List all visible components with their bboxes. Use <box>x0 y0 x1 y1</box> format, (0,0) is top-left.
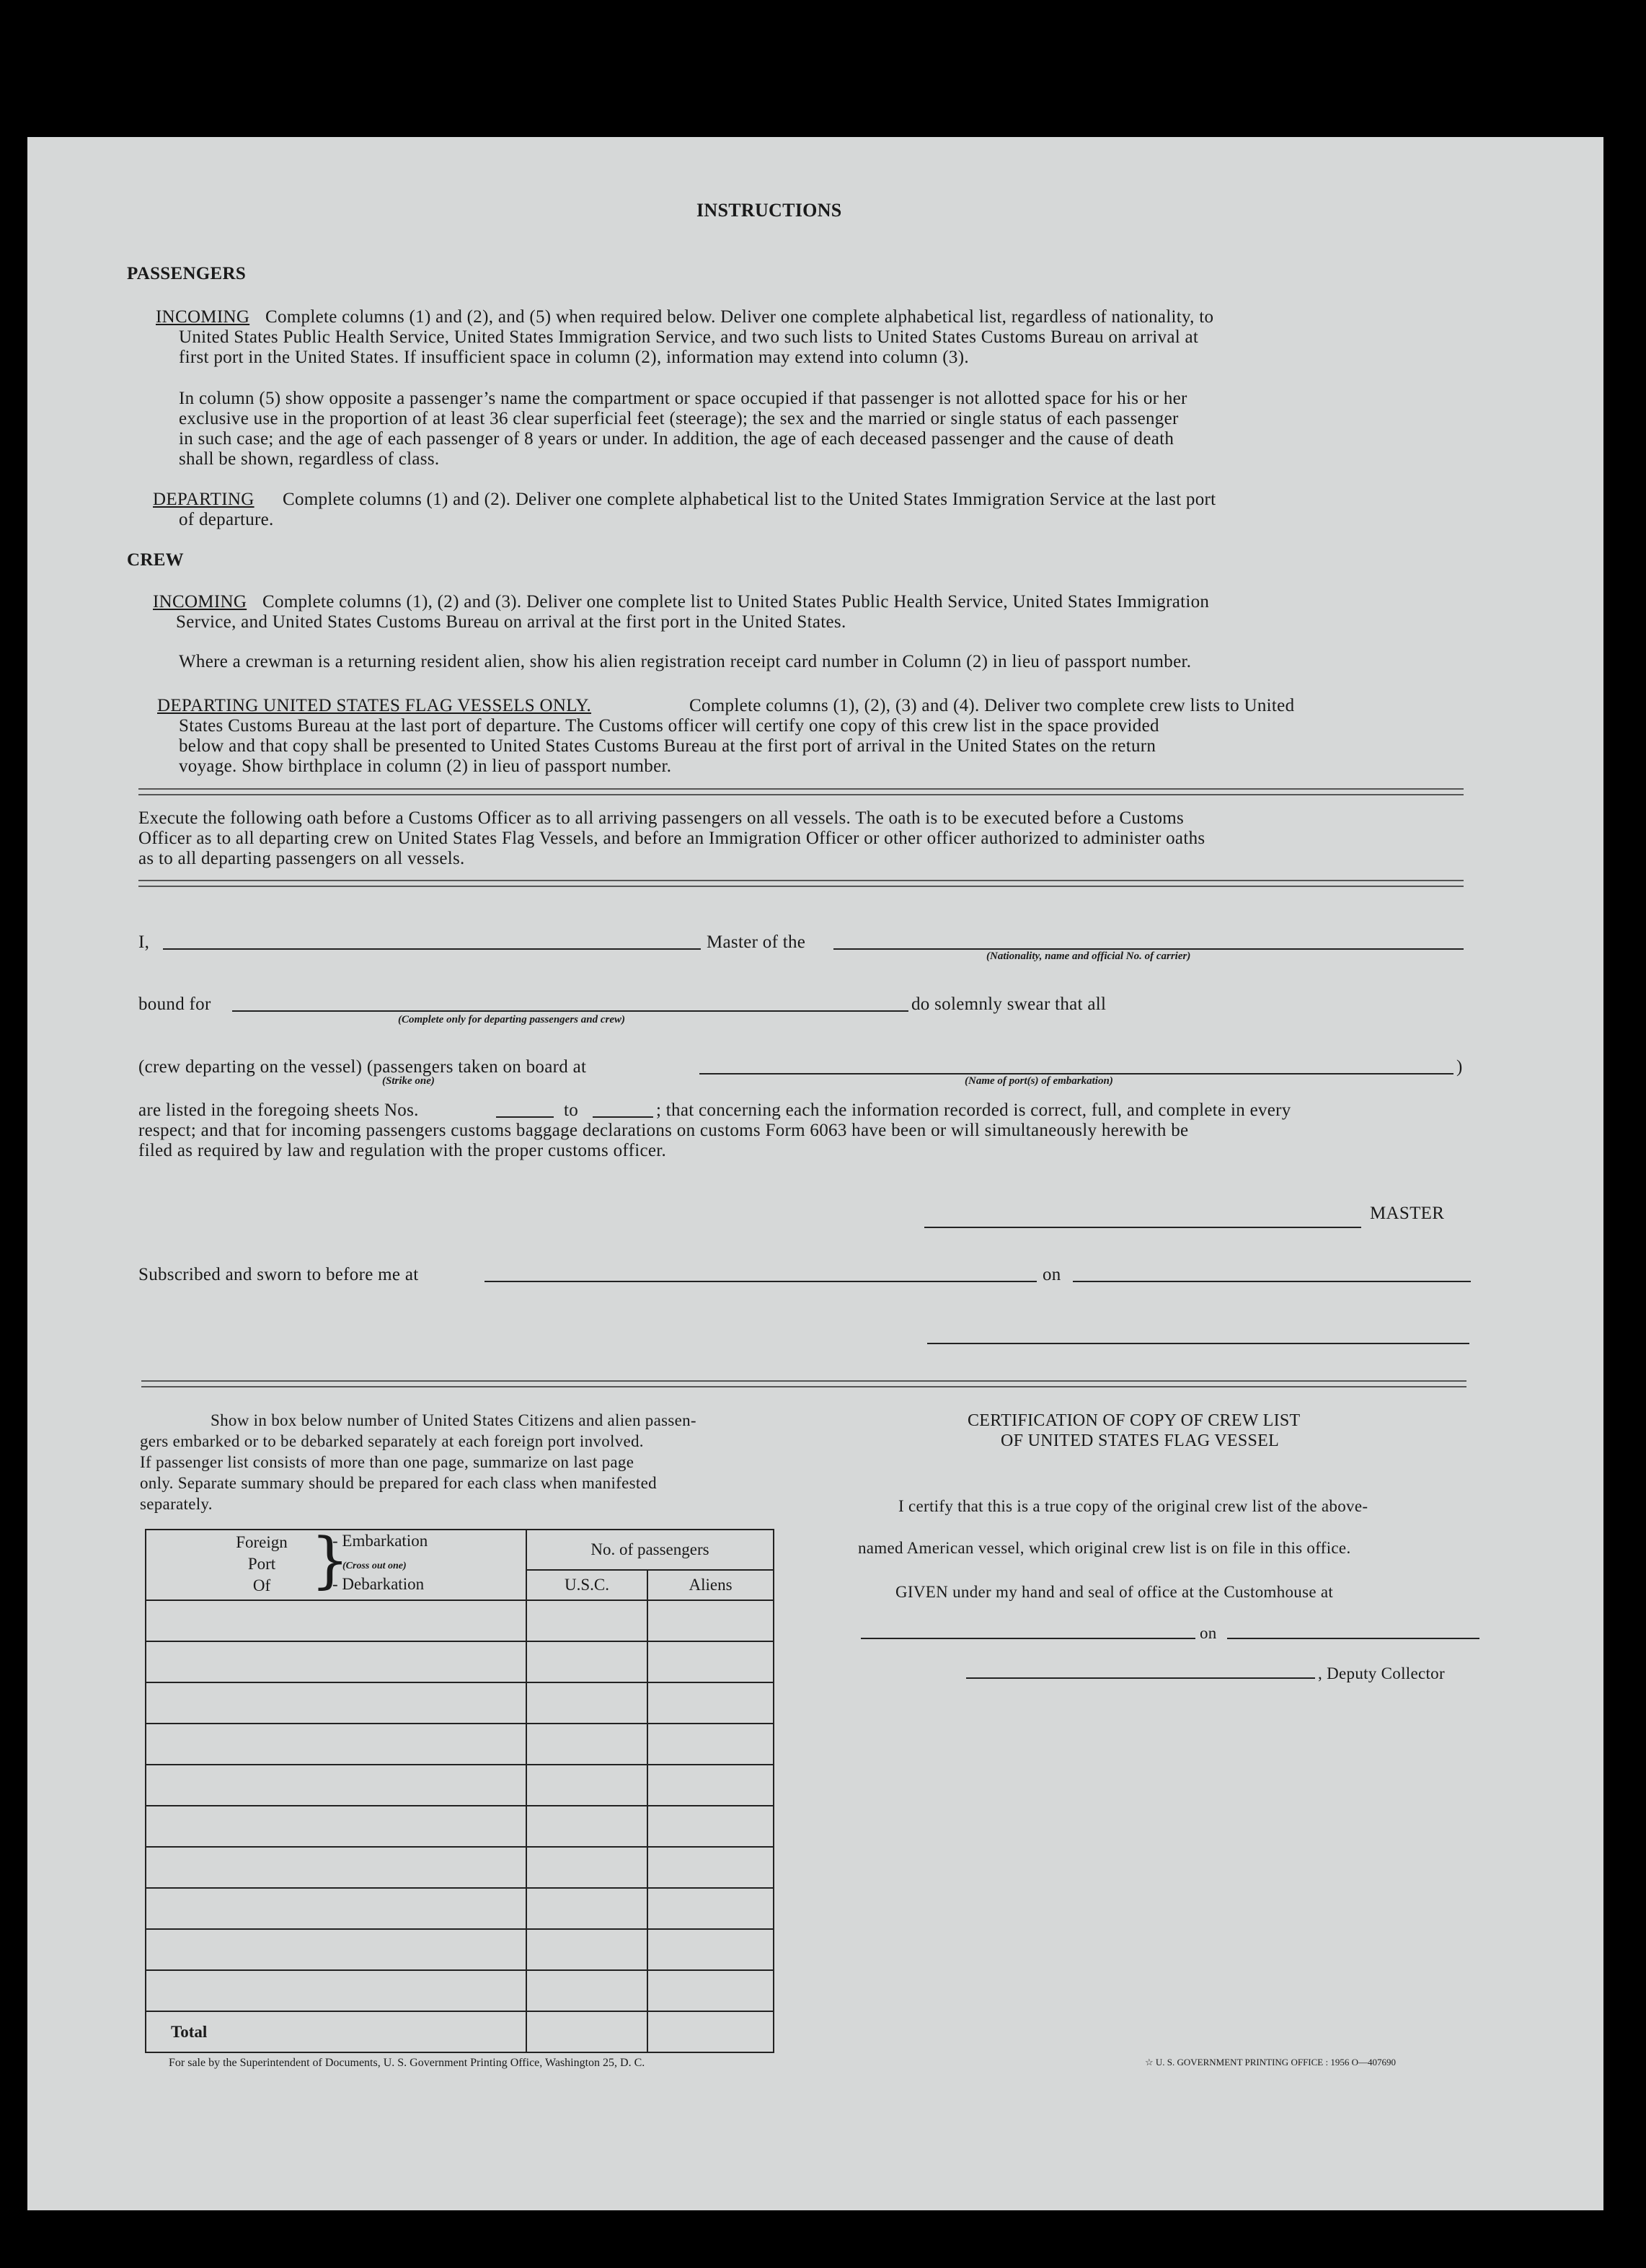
passengers-departing-label: DEPARTING <box>153 490 255 509</box>
summary-line-5: separately. <box>140 1495 213 1513</box>
footer-right: ☆ U. S. GOVERNMENT PRINTING OFFICE : 1956 O—407690 <box>1145 2057 1396 2068</box>
carrier-caption: (Nationality, name and official No. of carrier) <box>986 950 1191 962</box>
crew-departing-label: DEPARTING UNITED STATES FLAG VESSELS ONLY. <box>157 696 592 715</box>
master-signature-field[interactable] <box>924 1227 1361 1228</box>
sworn-place-field[interactable] <box>484 1281 1037 1282</box>
usc-cell[interactable] <box>526 1641 647 1682</box>
certification-on-label: on <box>1200 1624 1217 1642</box>
debarkation-label: - Debarkation <box>332 1575 425 1593</box>
usc-cell[interactable] <box>526 1847 647 1888</box>
sworn-date-field[interactable] <box>1073 1281 1471 1282</box>
table-row <box>146 1724 774 1765</box>
passengers-departing-line-1: Complete columns (1) and (2). Deliver one complete alphabetical list to the United States Immigration Service at the last port <box>283 490 1216 509</box>
close-paren: ) <box>1456 1057 1463 1077</box>
port-cell[interactable] <box>146 1970 526 2011</box>
bound-for-label: bound for <box>138 994 211 1014</box>
usc-cell[interactable] <box>526 1970 647 2011</box>
brace-icon: } <box>311 1524 350 1595</box>
aliens-header: Aliens <box>647 1570 774 1600</box>
listed-continuation: ; that concerning each the information recorded is correct, full, and complete in every <box>656 1100 1291 1120</box>
summary-line-4: only. Separate summary should be prepared for each class when manifested <box>140 1474 657 1492</box>
sworn-on-label: on <box>1043 1265 1061 1284</box>
port-cell[interactable] <box>146 1682 526 1724</box>
embarkation-port-caption: (Name of port(s) of embarkation) <box>965 1075 1113 1087</box>
strike-one-caption: (Strike one) <box>382 1075 435 1087</box>
crew-incoming-line-2: Service, and United States Customs Bureau on arrival at the first port in the United States. <box>176 612 846 632</box>
passengers-heading: PASSENGERS <box>127 264 247 283</box>
master-of-the-label: Master of the <box>707 932 806 952</box>
oath-instructions-line-1: Execute the following oath before a Customs Officer as to all arriving passengers on all vessels. The oath is to be executed before a Customs <box>138 808 1185 828</box>
aliens-cell[interactable] <box>647 1929 774 1970</box>
certification-line-1: I certify that this is a true copy of the original crew list of the above- <box>898 1497 1368 1515</box>
aliens-cell[interactable] <box>647 1600 774 1641</box>
swear-label: do solemnly swear that all <box>911 994 1107 1014</box>
oath-instructions-line-2: Officer as to all departing crew on United States Flag Vessels, and before an Immigration Officer or other officer authorized to administer oaths <box>138 829 1205 848</box>
aliens-cell[interactable] <box>647 1682 774 1724</box>
table-row <box>146 1641 774 1682</box>
aliens-cell[interactable] <box>647 1641 774 1682</box>
oath-instructions-line-3: as to all departing passengers on all vessels. <box>138 849 465 868</box>
sheet-from-field[interactable] <box>496 1116 554 1118</box>
port-header-cell <box>146 1524 526 1600</box>
aliens-cell[interactable] <box>647 1847 774 1888</box>
aliens-cell[interactable] <box>647 1888 774 1929</box>
port-cell[interactable] <box>146 1888 526 1929</box>
page-title: INSTRUCTIONS <box>696 200 842 221</box>
passengers-incoming-line-3: first port in the United States. If insufficient space in column (2), information may extend into column (3). <box>179 348 969 367</box>
port-cell[interactable] <box>146 1929 526 1970</box>
summary-line-3: If passenger list consists of more than one page, summarize on last page <box>140 1453 634 1471</box>
port-cell[interactable] <box>146 1847 526 1888</box>
table-row <box>146 1600 774 1641</box>
crew-departing-statement: (crew departing on the vessel) (passengers taken on board at <box>138 1057 587 1077</box>
port-label: Port <box>247 1555 276 1573</box>
customhouse-field[interactable] <box>861 1638 1195 1639</box>
crew-departing-line-3: below and that copy shall be presented to United States Customs Bureau at the first port of arrival in the United States on the return <box>179 736 1156 756</box>
summary-line-1: Show in box below number of United States Citizens and alien passen- <box>211 1411 696 1429</box>
embarkation-port-field[interactable] <box>699 1073 1453 1075</box>
subscribed-label: Subscribed and sworn to before me at <box>138 1265 419 1284</box>
crew-departing-line-4: voyage. Show birthplace in column (2) in lieu of passport number. <box>179 756 672 776</box>
column5-line-3: in such case; and the age of each passenger of 8 years or under. In addition, the age of each deceased passenger and the cause of death <box>179 429 1174 449</box>
divider <box>141 1380 1466 1387</box>
certification-title-1: CERTIFICATION OF COPY OF CREW LIST <box>968 1411 1301 1430</box>
total-row <box>146 2011 774 2052</box>
passengers-incoming-line-2: United States Public Health Service, United States Immigration Service, and two such lists to United States Customs Bureau on arrival at <box>179 327 1199 347</box>
crew-resident-line: Where a crewman is a returning resident alien, show his alien registration receipt card number in Column (2) in lieu of passport number. <box>179 652 1192 671</box>
carrier-field[interactable] <box>833 948 1464 950</box>
usc-cell[interactable] <box>526 1682 647 1724</box>
passengers-incoming-line-1: Complete columns (1) and (2), and (5) when required below. Deliver one complete alphabetical list, regardless of nationality, to <box>265 307 1214 327</box>
divider <box>138 788 1464 795</box>
filed-line: filed as required by law and regulation with the proper customs officer. <box>138 1141 667 1160</box>
crew-incoming-line-1: Complete columns (1), (2) and (3). Deliver one complete list to United States Public Health Service, United States Immigration <box>262 592 1210 612</box>
table-row <box>146 1682 774 1724</box>
foreign-label: Foreign <box>236 1533 288 1551</box>
footer-left: For sale by the Superintendent of Documents, U. S. Government Printing Office, Washington 25, D. C. <box>169 2057 645 2069</box>
aliens-cell[interactable] <box>647 1724 774 1765</box>
crew-heading: CREW <box>127 550 184 570</box>
table-row <box>146 1929 774 1970</box>
column5-line-1: In column (5) show opposite a passenger’s name the compartment or space occupied if that passenger is not allotted space for his or her <box>179 389 1187 408</box>
listed-to-label: to <box>564 1100 579 1120</box>
certification-date-field[interactable] <box>1227 1638 1479 1639</box>
table-row <box>146 1765 774 1806</box>
total-usc-cell[interactable] <box>526 2011 647 2052</box>
crew-departing-line-2: States Customs Bureau at the last port of departure. The Customs officer will certify one copy of this crew list in the space provided <box>179 716 1159 736</box>
column5-line-4: shall be shown, regardless of class. <box>179 449 440 469</box>
total-aliens-cell[interactable] <box>647 2011 774 2052</box>
passengers-departing-line-2: of departure. <box>179 510 274 529</box>
usc-cell[interactable] <box>526 1929 647 1970</box>
cross-out-caption: (Cross out one) <box>342 1561 407 1571</box>
usc-cell[interactable] <box>526 1806 647 1847</box>
summary-line-2: gers embarked or to be debarked separately at each foreign port involved. <box>140 1432 644 1450</box>
port-cell[interactable] <box>146 1724 526 1765</box>
crew-incoming-label: INCOMING <box>153 592 247 612</box>
aliens-cell[interactable] <box>647 1765 774 1806</box>
usc-cell[interactable] <box>526 1600 647 1641</box>
table-row <box>146 1847 774 1888</box>
table-row <box>146 1888 774 1929</box>
embarkation-label: - Embarkation <box>332 1532 428 1550</box>
officer-signature-field[interactable] <box>927 1343 1469 1344</box>
usc-cell[interactable] <box>526 1888 647 1929</box>
certification-line-2: named American vessel, which original crew list is on file in this office. <box>858 1539 1351 1557</box>
deputy-collector-label: , Deputy Collector <box>1318 1664 1445 1682</box>
table-row <box>146 1970 774 2011</box>
divider <box>138 880 1464 887</box>
deputy-signature-field[interactable] <box>966 1677 1315 1679</box>
usc-header: U.S.C. <box>526 1570 647 1600</box>
aliens-cell[interactable] <box>647 1970 774 2011</box>
column5-line-2: exclusive use in the proportion of at least 36 clear superficial feet (steerage); the sex and the married or single status of each passenger <box>179 409 1179 428</box>
usc-cell[interactable] <box>526 1765 647 1806</box>
port-cell[interactable] <box>146 1641 526 1682</box>
usc-cell[interactable] <box>526 1724 647 1765</box>
table-row <box>146 1806 774 1847</box>
of-label: Of <box>252 1576 271 1594</box>
port-cell[interactable] <box>146 1600 526 1641</box>
port-cell[interactable] <box>146 1765 526 1806</box>
passenger-summary-table <box>145 1524 774 2053</box>
listed-label: are listed in the foregoing sheets Nos. <box>138 1100 419 1120</box>
bound-for-field[interactable] <box>232 1010 908 1012</box>
port-cell[interactable] <box>146 1806 526 1847</box>
bound-for-caption: (Complete only for departing passengers and crew) <box>398 1014 625 1025</box>
sheet-to-field[interactable] <box>593 1116 653 1118</box>
crew-departing-line-1: Complete columns (1), (2), (3) and (4). Deliver two complete crew lists to United <box>689 696 1295 715</box>
passengers-incoming-label: INCOMING <box>156 307 250 327</box>
total-label: Total <box>146 2011 526 2052</box>
master-label: MASTER <box>1370 1204 1445 1223</box>
master-name-field[interactable] <box>163 948 701 950</box>
no-of-passengers-header: No. of passengers <box>526 1530 774 1570</box>
respect-line: respect; and that for incoming passengers customs baggage declarations on customs Form 6063 have been or will simultaneously herewith be <box>138 1121 1189 1140</box>
certification-line-3: GIVEN under my hand and seal of office at the Customhouse at <box>895 1583 1334 1601</box>
aliens-cell[interactable] <box>647 1806 774 1847</box>
oath-i: I, <box>138 932 150 952</box>
certification-title-2: OF UNITED STATES FLAG VESSEL <box>1001 1431 1280 1450</box>
